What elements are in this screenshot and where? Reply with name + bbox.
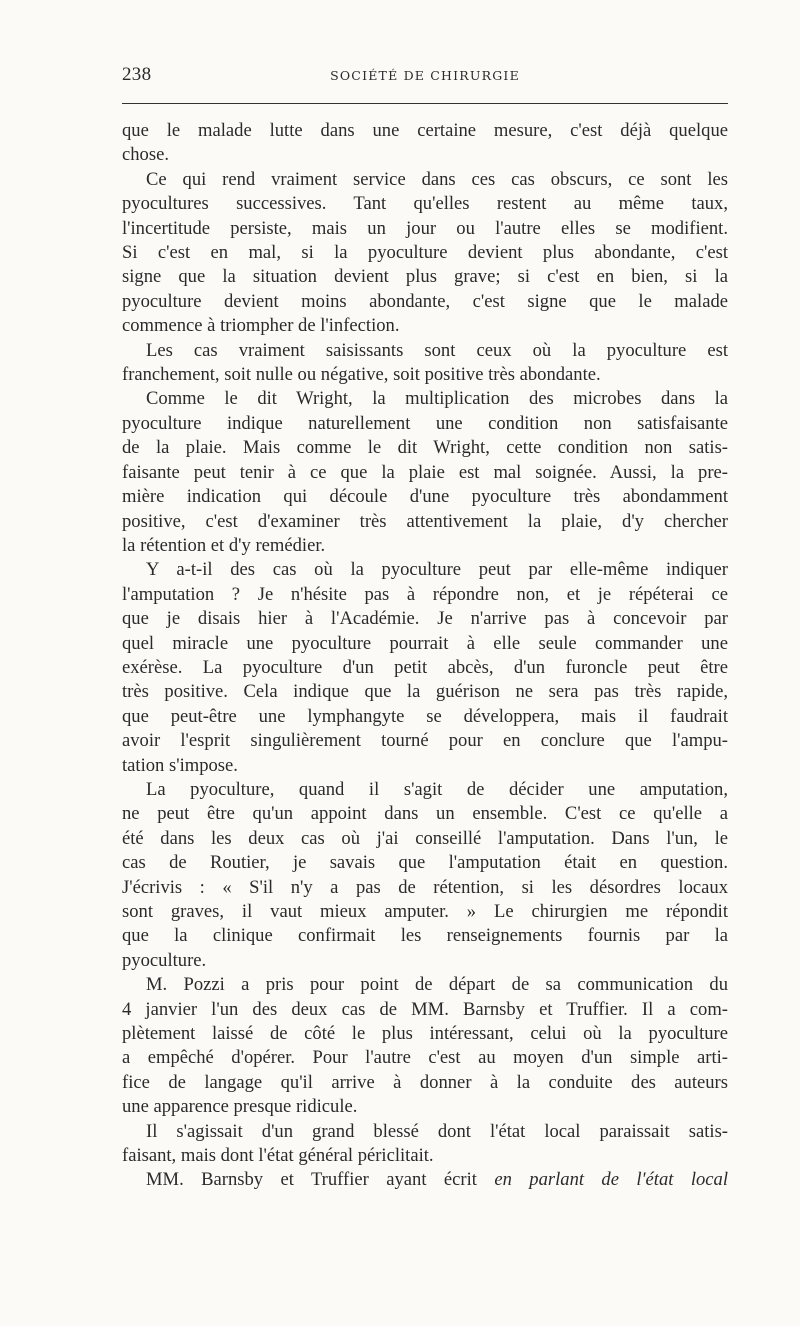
text-line: que le malade lutte dans une certaine mesure, c'est déjà quelque <box>122 120 728 141</box>
text-line: chose. <box>122 144 169 166</box>
text-line: a empêché d'opérer. Pour l'autre c'est au moyen d'un simple arti- <box>122 1047 728 1069</box>
text-line: que je disais hier à l'Académie. Je n'arrive pas à concevoir par <box>122 608 728 630</box>
text-line: Y a-t-il des cas où la pyoculture peut par elle-même indiquer <box>146 559 728 581</box>
body-text <box>122 119 728 1193</box>
text-line: pyoculture indique naturellement une condition non satisfaisante <box>122 412 728 434</box>
text-line: franchement, soit nulle ou négative, soit positive très abondante. <box>122 364 601 386</box>
final-line-plain: MM. Barnsby et Truffier ayant écrit <box>146 1169 495 1191</box>
text-line: ne peut être qu'un appoint dans un ensemble. C'est ce qu'elle a <box>122 803 728 825</box>
text-line: J'écrivis : « S'il n'y a pas de rétention, si les désordres locaux <box>122 876 728 898</box>
text-line: de la plaie. Mais comme le dit Wright, cette condition non satis- <box>122 437 728 459</box>
text-line: que la clinique confirmait les renseignements fournis par la <box>122 925 728 947</box>
text-line: une apparence presque ridicule. <box>122 1096 358 1118</box>
text-line: fice de langage qu'il arrive à donner à la conduite des auteurs <box>122 1071 728 1093</box>
text-line: sont graves, il vaut mieux amputer. » Le chirurgien me répondit <box>122 901 728 922</box>
text-line: signe que la situation devient plus grave; si c'est en bien, si la <box>122 266 728 288</box>
final-line-italic: en parlant de l'état local <box>494 1169 728 1191</box>
running-title: SOCIÉTÉ DE CHIRURGIE <box>330 68 520 83</box>
text-line: M. Pozzi a pris pour point de départ de sa communication du <box>146 974 728 996</box>
text-line: commence à triompher de l'infection. <box>122 315 400 337</box>
text-line: plètement laissé de côté le plus intéressant, celui où la pyoculture <box>122 1023 728 1045</box>
text-line: tation s'impose. <box>122 754 238 776</box>
text-line: Ce qui rend vraiment service dans ces cas obscurs, ce sont les <box>146 168 728 190</box>
text-line: très positive. Cela indique que la guérison ne sera pas très rapide, <box>122 681 728 703</box>
text-line: la rétention et d'y remédier. <box>122 534 326 556</box>
text-line: cas de Routier, je savais que l'amputation était en question. <box>122 852 728 874</box>
text-line: avoir l'esprit singulièrement tourné pour en conclure que l'ampu- <box>122 730 728 752</box>
text-line: Il s'agissait d'un grand blessé dont l'état local paraissait satis- <box>146 1120 728 1142</box>
text-line: exérèse. La pyoculture d'un petit abcès, d'un furoncle peut être <box>122 656 728 678</box>
text-line: faisante peut tenir à ce que la plaie est mal soignée. Aussi, la pre- <box>122 461 728 483</box>
text-line: Les cas vraiment saisissants sont ceux où la pyoculture est <box>146 339 728 361</box>
text-line-final <box>122 1168 728 1192</box>
text-line: pyoculture devient moins abondante, c'est signe que le malade <box>122 290 728 312</box>
text-line: pyocultures successives. Tant qu'elles restent au même taux, <box>122 193 728 215</box>
text-line: que peut-être une lymphangyte se développera, mais il faudrait <box>122 705 728 727</box>
page-header <box>122 64 728 92</box>
text-line: 4 janvier l'un des deux cas de MM. Barnsby et Truffier. Il a com- <box>122 998 728 1020</box>
header-rule <box>122 103 728 104</box>
text-line: faisant, mais dont l'état général périclitait. <box>122 1145 434 1167</box>
page-number: 238 <box>122 64 152 85</box>
text-line: quel miracle une pyoculture pourrait à elle seule commander une <box>122 632 728 654</box>
text-line: l'amputation ? Je n'hésite pas à répondre non, et je répéterai ce <box>122 583 728 605</box>
text-line: été dans les deux cas où j'ai conseillé l'amputation. Dans l'un, le <box>122 827 728 849</box>
text-line: positive, c'est d'examiner très attentivement la plaie, d'y chercher <box>122 510 728 532</box>
text-line: Si c'est en mal, si la pyoculture devient plus abondante, c'est <box>122 242 728 264</box>
text-line: mière indication qui découle d'une pyoculture très abondamment <box>122 486 728 508</box>
text-line: pyoculture. <box>122 949 207 971</box>
text-line: La pyoculture, quand il s'agit de décider une amputation, <box>146 778 728 800</box>
text-line: Comme le dit Wright, la multiplication des microbes dans la <box>146 388 728 410</box>
text-line: l'incertitude persiste, mais un jour ou l'autre elles se modifient. <box>122 217 728 239</box>
